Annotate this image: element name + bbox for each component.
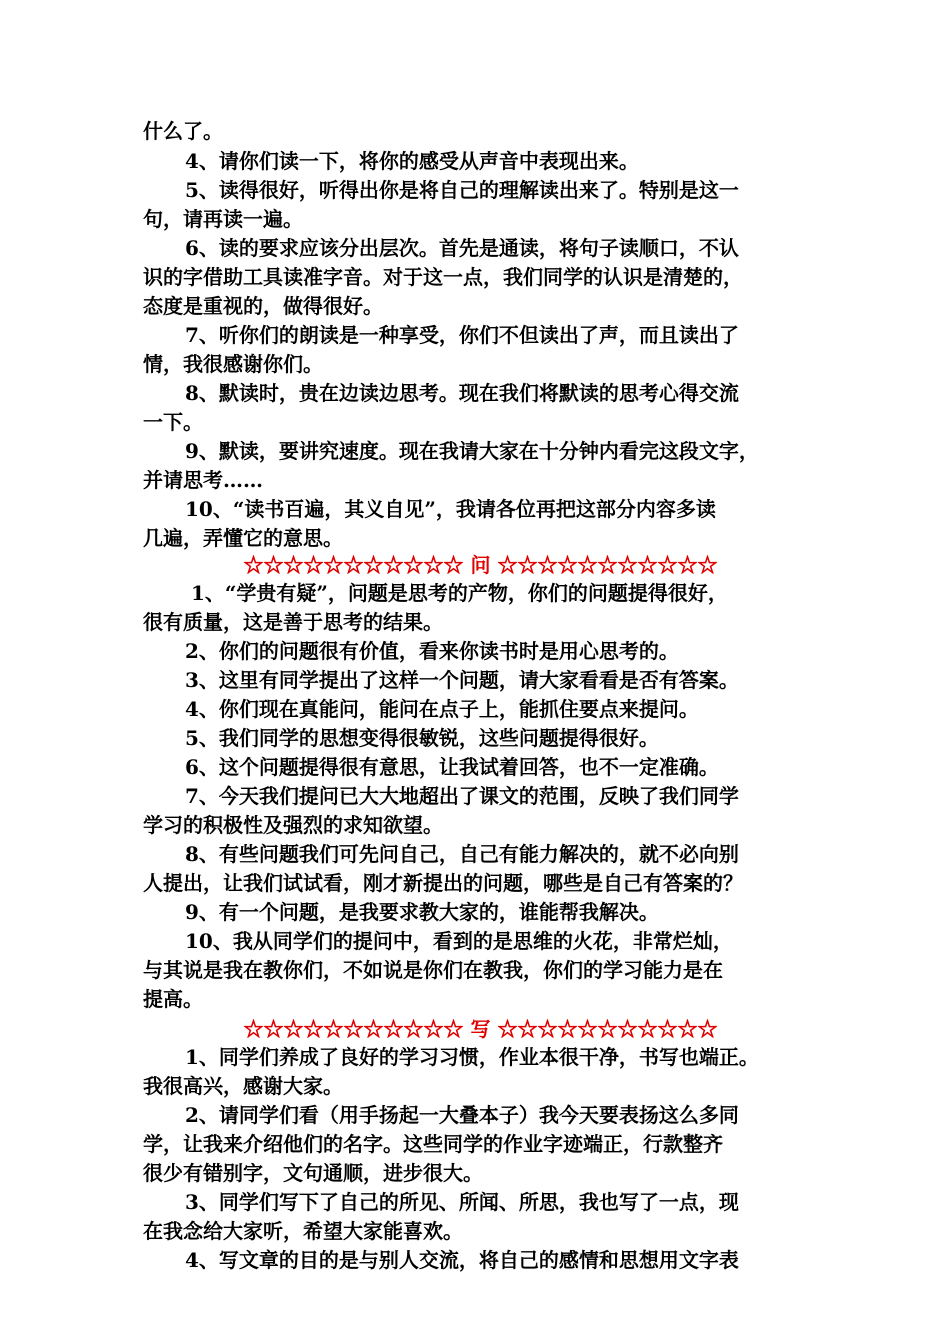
text-line: 2、你们的问题很有价值，看来你读书时是用心思考的。	[185, 639, 679, 663]
text-line: 识的字借助工具读准字音。对于这一点，我们同学的认识是清楚的，	[143, 265, 743, 289]
text-line: 提高。	[143, 987, 203, 1011]
section-heading-write: ☆☆☆☆☆☆☆☆☆☆☆ 写 ☆☆☆☆☆☆☆☆☆☆☆	[243, 1017, 718, 1041]
text-line: 几遍，弄懂它的意思。	[143, 526, 343, 550]
text-line: 9、默读，要讲究速度。现在我请大家在十分钟内看完这段文字，	[185, 439, 759, 463]
text-line: 9、有一个问题，是我要求教大家的，谁能帮我解决。	[185, 900, 659, 924]
text-line: 一下。	[143, 410, 203, 434]
text-line: 7、今天我们提问已大大地超出了课文的范围，反映了我们同学	[185, 784, 739, 808]
text-line: 5、我们同学的思想变得很敏锐，这些问题提得很好。	[185, 726, 659, 750]
text-line: 1、“学贵有疑”，问题是思考的产物，你们的问题提得很好，	[191, 581, 728, 605]
text-line: 8、默读时，贵在边读边思考。现在我们将默读的思考心得交流	[185, 381, 739, 405]
text-line: 学习的积极性及强烈的求知欲望。	[143, 813, 443, 837]
text-line: 与其说是我在教你们，不如说是你们在教我，你们的学习能力是在	[143, 958, 723, 982]
text-line: 很少有错别字，文句通顺，进步很大。	[143, 1161, 483, 1185]
text-line: 2、请同学们看（用手扬起一大叠本子）我今天要表扬这么多同	[185, 1103, 739, 1127]
text-line: 10、我从同学们的提问中，看到的是思维的火花，非常烂灿，	[185, 929, 733, 953]
text-line: 4、写文章的目的是与别人交流，将自己的感情和思想用文字表	[185, 1248, 739, 1272]
text-line: 1、同学们养成了良好的学习习惯，作业本很干净，书写也端正。	[185, 1045, 759, 1069]
text-line: 4、请你们读一下，将你的感受从声音中表现出来。	[185, 149, 639, 173]
text-line: 人提出，让我们试试看，刚才新提出的问题，哪些是自己有答案的？	[143, 871, 743, 895]
text-line: 4、你们现在真能问，能问在点子上，能抓住要点来提问。	[185, 697, 699, 721]
text-line: 并请思考……	[143, 468, 263, 492]
text-line: 6、这个问题提得很有意思，让我试着回答，也不一定准确。	[185, 755, 719, 779]
text-line: 在我念给大家听，希望大家能喜欢。	[143, 1219, 463, 1243]
text-line: 句，请再读一遍。	[143, 207, 303, 231]
text-line: 8、有些问题我们可先问自己，自己有能力解决的，就不必向别	[185, 842, 739, 866]
text-line: 态度是重视的，做得很好。	[143, 294, 383, 318]
text-line: 很有质量，这是善于思考的结果。	[143, 610, 443, 634]
text-line: 我很高兴，感谢大家。	[143, 1074, 343, 1098]
text-line: 10、“读书百遍，其义自见”，我请各位再把这部分内容多读	[185, 497, 716, 521]
text-line: 学，让我来介绍他们的名字。这些同学的作业字迹端正，行款整齐	[143, 1132, 723, 1156]
text-line: 什么了。	[143, 119, 223, 143]
section-heading-ask: ☆☆☆☆☆☆☆☆☆☆☆ 问 ☆☆☆☆☆☆☆☆☆☆☆	[243, 553, 718, 577]
text-line: 5、读得很好，听得出你是将自己的理解读出来了。特别是这一	[185, 178, 739, 202]
text-line: 7、听你们的朗读是一种享受，你们不但读出了声，而且读出了	[185, 323, 739, 347]
text-line: 3、同学们写下了自己的所见、所闻、所思，我也写了一点，现	[185, 1190, 739, 1214]
text-line: 情，我很感谢你们。	[143, 352, 323, 376]
text-line: 6、读的要求应该分出层次。首先是通读，将句子读顺口，不认	[185, 236, 739, 260]
text-line: 3、这里有同学提出了这样一个问题，请大家看看是否有答案。	[185, 668, 739, 692]
